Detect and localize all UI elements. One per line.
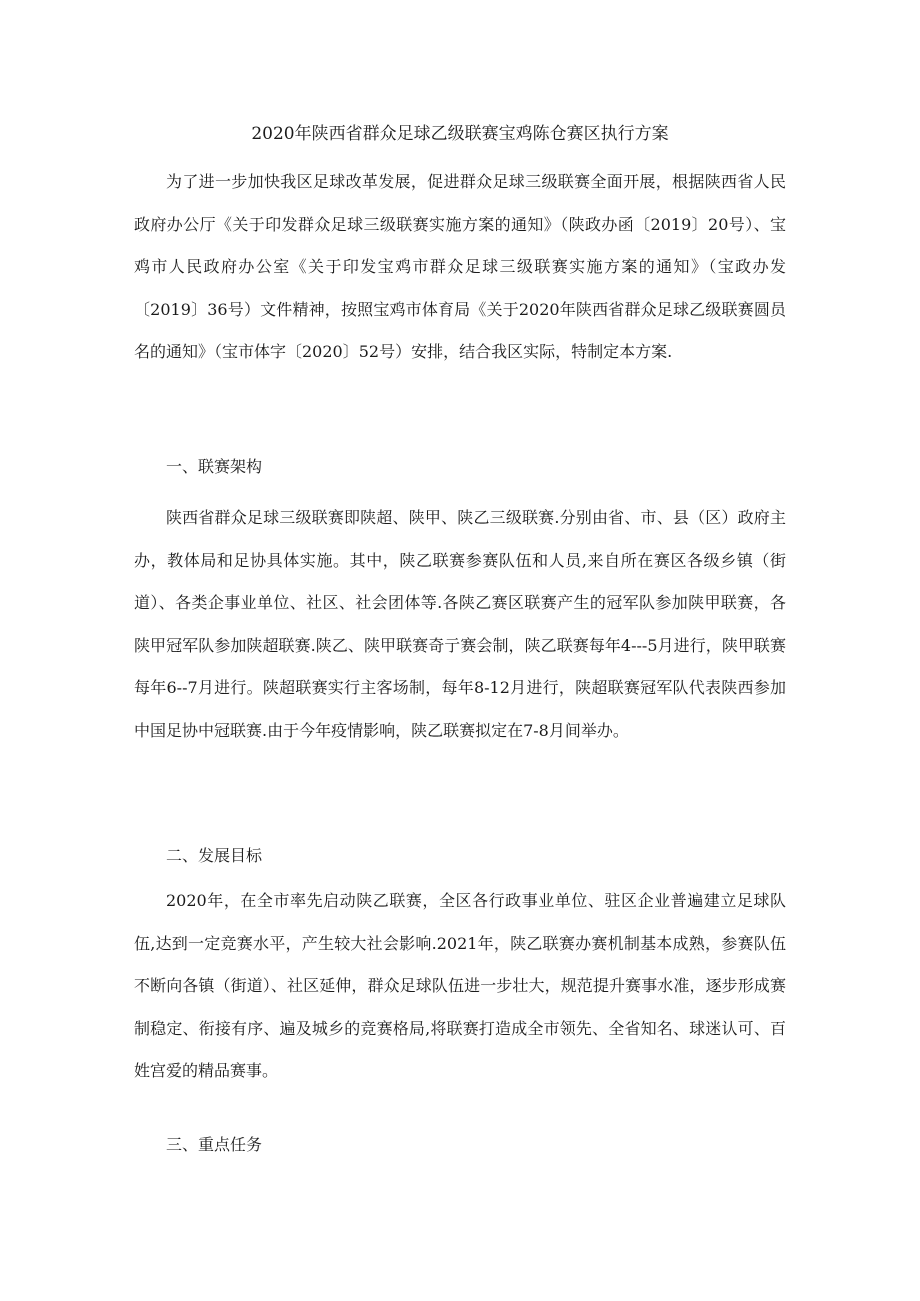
section-heading-league-structure: 一、联赛架构 [166, 457, 263, 476]
section-heading-development-goals: 二、发展目标 [166, 846, 263, 865]
section-heading-key-tasks: 三、重点任务 [166, 1135, 263, 1154]
league-structure-paragraph: 陕西省群众足球三级联赛即陕超、陕甲、陕乙三级联赛.分别由省、市、县（区）政府主办，教体局和足协具体实施。其中，陕乙联赛参赛队伍和人员,来自所在赛区各级乡镇（街道）、各类企事业单位、社区、社会团体等.各陕乙赛区联赛产生的冠军队参加陕甲联赛，各陕甲冠军队参加陕超联赛.陕乙、陕甲联赛奇亍赛会制，陕乙联赛每年4---5月进行，陕甲联赛每年6--7月进行。陕超联赛实行主客场制，每年8-12月进行，陕超联赛冠军队代表陕西参加中国足协中冠联赛.由于今年疫情影响，陕乙联赛拟定在7-8月间举办。 [134, 508, 786, 740]
document-title: 2020年陕西省群众足球乙级联赛宝鸡陈仓赛区执行方案 [251, 124, 669, 144]
intro-paragraph: 为了进一步加快我区足球改革发展，促进群众足球三级联赛全面开展，根据陕西省人民政府办公厅《关于印发群众足球三级联赛实施方案的通知》（陕政办函〔2019〕20号）、宝鸡市人民政府办公室《关于印发宝鸡市群众足球三级联赛实施方案的通知》（宝政办发〔2019〕36号）文件精神，按照宝鸡市体育局《关于2020年陕西省群众足球乙级联赛圆员名的通知》（宝市体字〔2020〕52号）安排，结合我区实际，特制定本方案. [134, 172, 786, 361]
development-goals-paragraph: 2020年，在全市率先启动陕乙联赛，全区各行政事业单位、驻区企业普遍建立足球队伍,达到一定竞赛水平，产生较大社会影响.2021年，陕乙联赛办赛机制基本成熟，参赛队伍不断向各镇（街道）、社区延伸，群众足球队伍进一步壮大，规范提升赛事水准，逐步形成赛制稳定、衔接有序、遍及城乡的竞赛格局,将联赛打造成全市领先、全省知名、球迷认可、百姓宫爱的精品赛事。 [134, 891, 786, 1080]
